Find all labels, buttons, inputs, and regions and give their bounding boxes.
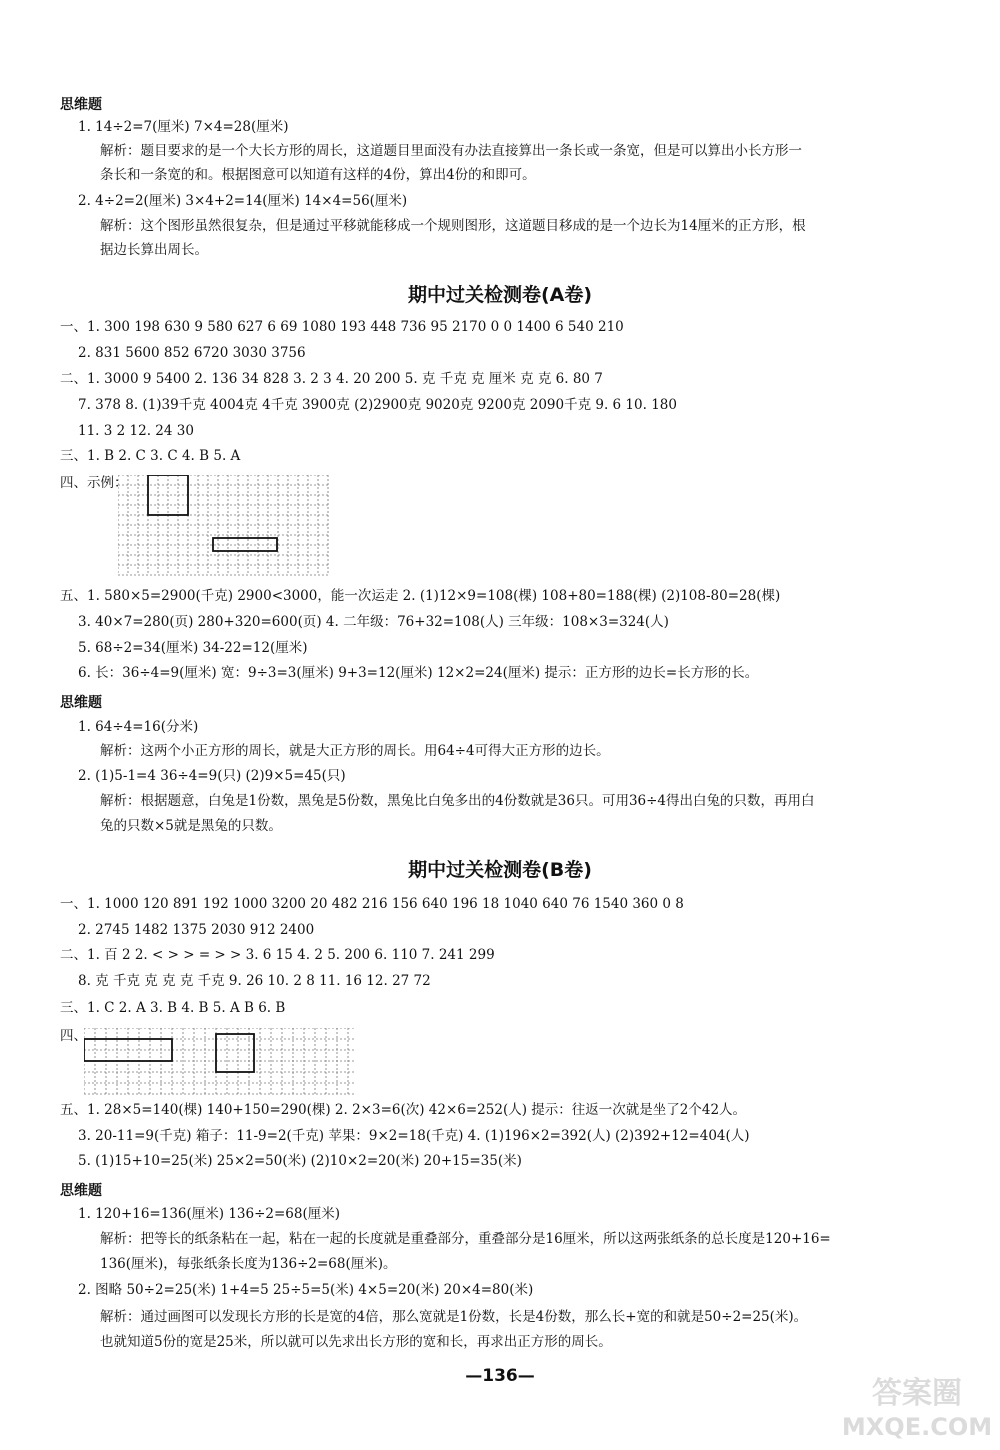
analysis-line: 解析：这两个小正方形的周长，就是大正方形的周长。用64÷4可得大正方形的边长。 <box>100 743 610 759</box>
svg-text:MXQE.COM: MXQE.COM <box>842 1413 992 1441</box>
answer-line: 一、1. 1000 120 891 192 1000 3200 20 482 216 156 640 196 18 1040 640 76 1540 360 0 8 <box>60 896 684 912</box>
answer-line: 2. 4÷2=2(厘米) 3×4+2=14(厘米) 14×4=56(厘米) <box>78 193 408 209</box>
answer-line: 一、1. 300 198 630 9 580 627 6 69 1080 193 448 736 95 2170 0 0 1400 6 540 210 <box>60 319 624 335</box>
analysis-line: 兔的只数×5就是黑兔的只数。 <box>100 818 282 834</box>
answer-line: 2. 831 5600 852 6720 3030 3756 <box>78 345 306 361</box>
answer-line: 四、示例： <box>60 475 128 491</box>
rectangle-shape <box>213 538 277 551</box>
analysis-line: 解析：把等长的纸条粘在一起，粘在一起的长度就是重叠部分，重叠部分是16厘米，所以这两张纸条的总长度是120+16= <box>100 1231 831 1247</box>
analysis-line: 解析：根据题意，白兔是1份数，黑兔是5份数，黑兔比白兔多出的4份数就是36只。可用36÷4得出白兔的只数，再用白 <box>100 793 815 809</box>
answer-line: 二、1. 3000 9 5400 2. 136 34 828 3. 2 3 4. 20 200 5. 克 千克 克 厘米 克 克 6. 80 7 <box>60 371 603 387</box>
analysis-line: 据边长算出周长。 <box>100 242 208 258</box>
watermark-logo <box>842 1369 992 1444</box>
section-heading-thinking-a: 思维题 <box>60 695 102 711</box>
analysis-line: 也就知道5份的宽是25米，所以就可以先求出长方形的宽和长，再求出正方形的周长。 <box>100 1334 612 1350</box>
answer-line: 三、1. C 2. A 3. B 4. B 5. A B 6. B <box>60 1000 286 1016</box>
analysis-line: 解析：题目要求的是一个大长方形的周长，这道题目里面没有办法直接算出一条长或一条宽，但是可以算出小长方形一 <box>100 143 802 159</box>
analysis-line: 解析：通过画图可以发现长方形的长是宽的4倍，那么宽就是1份数，长是4份数，那么长+宽的和就是50÷2=25(米)。 <box>100 1309 808 1325</box>
square-shape <box>216 1034 254 1072</box>
answer-line: 6. 长：36÷4=9(厘米) 宽：9÷3=3(厘米) 9+3=12(厘米) 12×2=24(厘米) 提示：正方形的边长=长方形的长。 <box>78 665 759 681</box>
section-heading-thinking-1: 思维题 <box>60 97 102 113</box>
answer-line: 四、 <box>60 1028 87 1044</box>
grid-diagram-a <box>118 475 333 579</box>
analysis-line: 条长和一条宽的和。根据图意可以知道有这样的4份，算出4份的和即可。 <box>100 167 536 183</box>
answer-line: 二、1. 百 2 2. < > > = > > 3. 6 15 4. 2 5. 200 6. 110 7. 241 299 <box>60 947 495 963</box>
answer-line: 5. (1)15+10=25(米) 25×2=50(米) (2)10×2=20(米) 20+15=35(米) <box>78 1153 522 1169</box>
section-heading-thinking-b: 思维题 <box>60 1183 102 1199</box>
analysis-line: 解析：这个图形虽然很复杂，但是通过平移就能移成一个规则图形，这道题目移成的是一个边长为14厘米的正方形，根 <box>100 218 806 234</box>
answer-line: 2. 2745 1482 1375 2030 912 2400 <box>78 922 315 938</box>
answer-line: 3. 40×7=280(页) 280+320=600(页) 4. 二年级：76+32=108(人) 三年级：108×3=324(人) <box>78 614 669 630</box>
analysis-line: 136(厘米)，每张纸条长度为136÷2=68(厘米)。 <box>100 1256 397 1272</box>
answer-line: 2. 图略 50÷2=25(米) 1+4=5 25÷5=5(米) 4×5=20(米) 20×4=80(米) <box>78 1282 534 1298</box>
test-a-title: 期中过关检测卷(A卷) <box>407 284 593 306</box>
svg-text:答案圈: 答案圈 <box>872 1376 962 1411</box>
answer-line: 11. 3 2 12. 24 30 <box>78 423 194 439</box>
answer-line: 1. 64÷4=16(分米) <box>78 719 199 735</box>
answer-line: 1. 120+16=136(厘米) 136÷2=68(厘米) <box>78 1206 341 1222</box>
answer-line: 3. 20-11=9(千克) 箱子：11-9=2(千克) 苹果：9×2=18(千克) 4. (1)196×2=392(人) (2)392+12=404(人) <box>78 1128 750 1144</box>
answer-line: 三、1. B 2. C 3. C 4. B 5. A <box>60 448 241 464</box>
answer-line: 五、1. 580×5=2900(千克) 2900<3000，能一次运走 2. (1)12×9=108(棵) 108+80=188(棵) (2)108-80=28(棵) <box>60 588 781 604</box>
answer-line: 2. (1)5-1=4 36÷4=9(只) (2)9×5=45(只) <box>78 768 346 784</box>
answer-line: 5. 68÷2=34(厘米) 34-22=12(厘米) <box>78 640 308 656</box>
page-number: —136— <box>465 1366 535 1386</box>
answer-line: 7. 378 8. (1)39千克 4004克 4千克 3900克 (2)2900克 9020克 9200克 2090千克 9. 6 10. 180 <box>78 397 677 413</box>
test-b-title: 期中过关检测卷(B卷) <box>408 859 592 881</box>
answer-line: 五、1. 28×5=140(棵) 140+150=290(棵) 2. 2×3=6(次) 42×6=252(人) 提示：往返一次就是坐了2个42人。 <box>60 1102 747 1118</box>
answer-line: 8. 克 千克 克 克 克 千克 9. 26 10. 2 8 11. 16 12. 27 72 <box>78 973 431 989</box>
answer-line: 1. 14÷2=7(厘米) 7×4=28(厘米) <box>78 119 289 135</box>
grid-diagram-b <box>84 1028 359 1098</box>
